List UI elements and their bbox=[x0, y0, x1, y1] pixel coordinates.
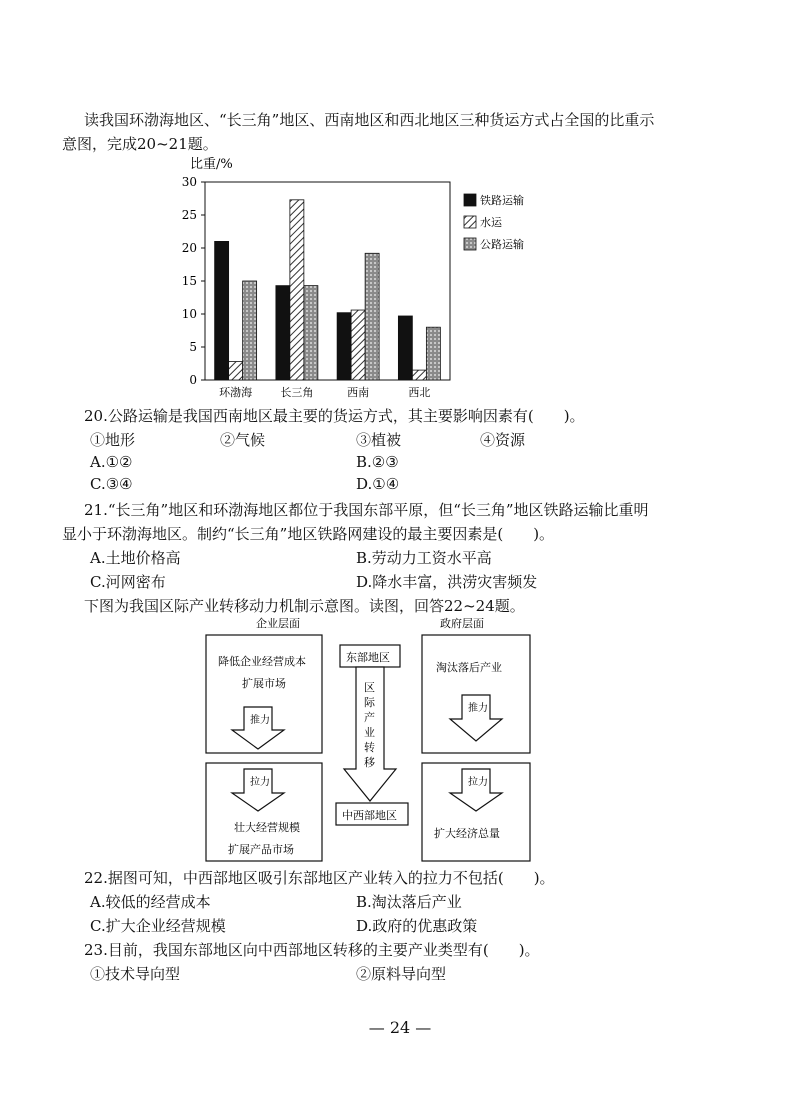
y-tick-label: 25 bbox=[181, 208, 197, 222]
left-top-line-2: 扩展市场 bbox=[242, 677, 286, 690]
right-pull-label: 拉力 bbox=[468, 777, 488, 788]
legend-swatch-铁路运输 bbox=[464, 194, 476, 206]
left-bottom-line-2: 扩展产品市场 bbox=[228, 843, 294, 856]
q22-choice-b[interactable]: B.淘汰落后产业 bbox=[356, 893, 462, 911]
bar-公路运输-长三角 bbox=[304, 286, 318, 380]
left-top-line-1: 降低企业经营成本 bbox=[218, 655, 306, 668]
bar-铁路运输-西北 bbox=[398, 316, 412, 380]
q21-choice-b[interactable]: B.劳动力工资水平高 bbox=[356, 549, 492, 567]
q20-choice-b[interactable]: B.②③ bbox=[356, 453, 399, 471]
page-number: — 24 — bbox=[368, 1018, 432, 1037]
bar-公路运输-西南 bbox=[365, 253, 379, 380]
q21-choice-d[interactable]: D.降水丰富，洪涝灾害频发 bbox=[356, 573, 538, 591]
bar-水运-长三角 bbox=[290, 200, 304, 380]
q22-choice-a[interactable]: A.较低的经营成本 bbox=[90, 893, 211, 911]
bar-公路运输-西北 bbox=[426, 327, 440, 380]
legend-label-公路运输: 公路运输 bbox=[480, 238, 524, 251]
y-tick-label: 20 bbox=[181, 241, 197, 255]
intro-line-2: 意图，完成20~21题。 bbox=[62, 135, 218, 153]
transfer-arrow-char: 区 bbox=[364, 681, 375, 694]
q20-item-2: ②气候 bbox=[220, 431, 266, 449]
x-tick-label: 环渤海 bbox=[219, 386, 253, 399]
q21-choice-c[interactable]: C.河网密布 bbox=[90, 573, 166, 591]
q21-stem-line-2: 显小于环渤海地区。制约“长三角”地区铁路网建设的最主要因素是( )。 bbox=[62, 525, 555, 543]
left-header: 企业层面 bbox=[256, 617, 300, 630]
q21-choice-a[interactable]: A.土地价格高 bbox=[90, 549, 181, 567]
east-region-label: 东部地区 bbox=[346, 651, 390, 664]
bar-铁路运输-长三角 bbox=[276, 286, 290, 380]
q23-item-2: ②原料导向型 bbox=[356, 965, 447, 983]
q20-item-1: ①地形 bbox=[90, 431, 136, 449]
y-tick-label: 30 bbox=[181, 175, 197, 189]
bar-铁路运输-环渤海 bbox=[215, 241, 229, 380]
q20-choice-d[interactable]: D.①④ bbox=[356, 475, 400, 493]
transfer-diagram bbox=[200, 605, 540, 867]
right-pull-arrow bbox=[450, 769, 502, 811]
left-bottom-line-1: 壮大经营规模 bbox=[234, 821, 300, 834]
x-tick-label: 西北 bbox=[408, 386, 431, 399]
transfer-arrow-char: 移 bbox=[364, 756, 375, 769]
bar-铁路运输-西南 bbox=[337, 313, 351, 380]
q20-stem: 20.公路运输是我国西南地区最主要的货运方式，其主要影响因素有( )。 bbox=[84, 407, 585, 425]
left-push-label: 推力 bbox=[250, 715, 270, 726]
q20-item-4: ④资源 bbox=[480, 431, 526, 449]
legend-swatch-水运 bbox=[464, 216, 476, 228]
q21-stem-line-1: 21.“长三角”地区和环渤海地区都位于我国东部平原，但“长三角”地区铁路运输比重明 bbox=[84, 501, 649, 519]
intro-2: 下图为我国区际产业转移动力机制示意图。读图，回答22~24题。 bbox=[84, 597, 525, 615]
q23-stem: 23.目前，我国东部地区向中西部地区转移的主要产业类型有( )。 bbox=[84, 941, 540, 959]
legend-label-铁路运输: 铁路运输 bbox=[480, 194, 524, 207]
right-push-arrow bbox=[450, 695, 502, 741]
plot-frame bbox=[205, 182, 450, 380]
y-tick-label: 0 bbox=[189, 373, 197, 387]
y-tick-label: 10 bbox=[181, 307, 197, 321]
q22-stem: 22.据图可知，中西部地区吸引东部地区产业转入的拉力不包括( )。 bbox=[84, 869, 555, 887]
intro-line-1: 读我国环渤海地区、“长三角”地区、西南地区和西北地区三种货运方式占全国的比重示 bbox=[84, 111, 655, 129]
bar-水运-西北 bbox=[412, 370, 426, 380]
bar-水运-西南 bbox=[351, 310, 365, 380]
bar-公路运输-环渤海 bbox=[243, 281, 257, 380]
left-push-arrow bbox=[232, 707, 284, 749]
y-tick-label: 5 bbox=[189, 340, 197, 354]
midwest-region-label: 中西部地区 bbox=[342, 809, 397, 822]
right-top-label: 淘汰落后产业 bbox=[436, 661, 502, 674]
right-header: 政府层面 bbox=[440, 617, 484, 630]
bar-chart bbox=[150, 150, 570, 400]
transfer-arrow-char: 转 bbox=[364, 741, 375, 754]
bar-水运-环渤海 bbox=[229, 362, 243, 380]
transfer-arrow-char: 际 bbox=[364, 696, 375, 709]
transfer-arrow-char: 业 bbox=[364, 726, 375, 739]
q23-item-1: ①技术导向型 bbox=[90, 965, 181, 983]
q20-choice-c[interactable]: C.③④ bbox=[90, 475, 133, 493]
left-pull-label: 拉力 bbox=[250, 777, 270, 788]
right-bottom-label: 扩大经济总量 bbox=[434, 827, 500, 840]
q22-choice-d[interactable]: D.政府的优惠政策 bbox=[356, 917, 478, 935]
legend-swatch-公路运输 bbox=[464, 238, 476, 250]
transfer-arrow-char: 产 bbox=[364, 711, 375, 724]
x-tick-label: 长三角 bbox=[280, 386, 314, 399]
y-tick-label: 15 bbox=[181, 274, 197, 288]
q20-item-3: ③植被 bbox=[356, 431, 402, 449]
left-pull-arrow bbox=[232, 769, 284, 811]
legend-label-水运: 水运 bbox=[480, 216, 502, 229]
q20-choice-a[interactable]: A.①② bbox=[90, 453, 133, 471]
q22-choice-c[interactable]: C.扩大企业经营规模 bbox=[90, 917, 226, 935]
right-push-label: 推力 bbox=[468, 703, 488, 714]
x-tick-label: 西南 bbox=[347, 386, 370, 399]
y-axis-label: 比重/% bbox=[190, 157, 233, 172]
